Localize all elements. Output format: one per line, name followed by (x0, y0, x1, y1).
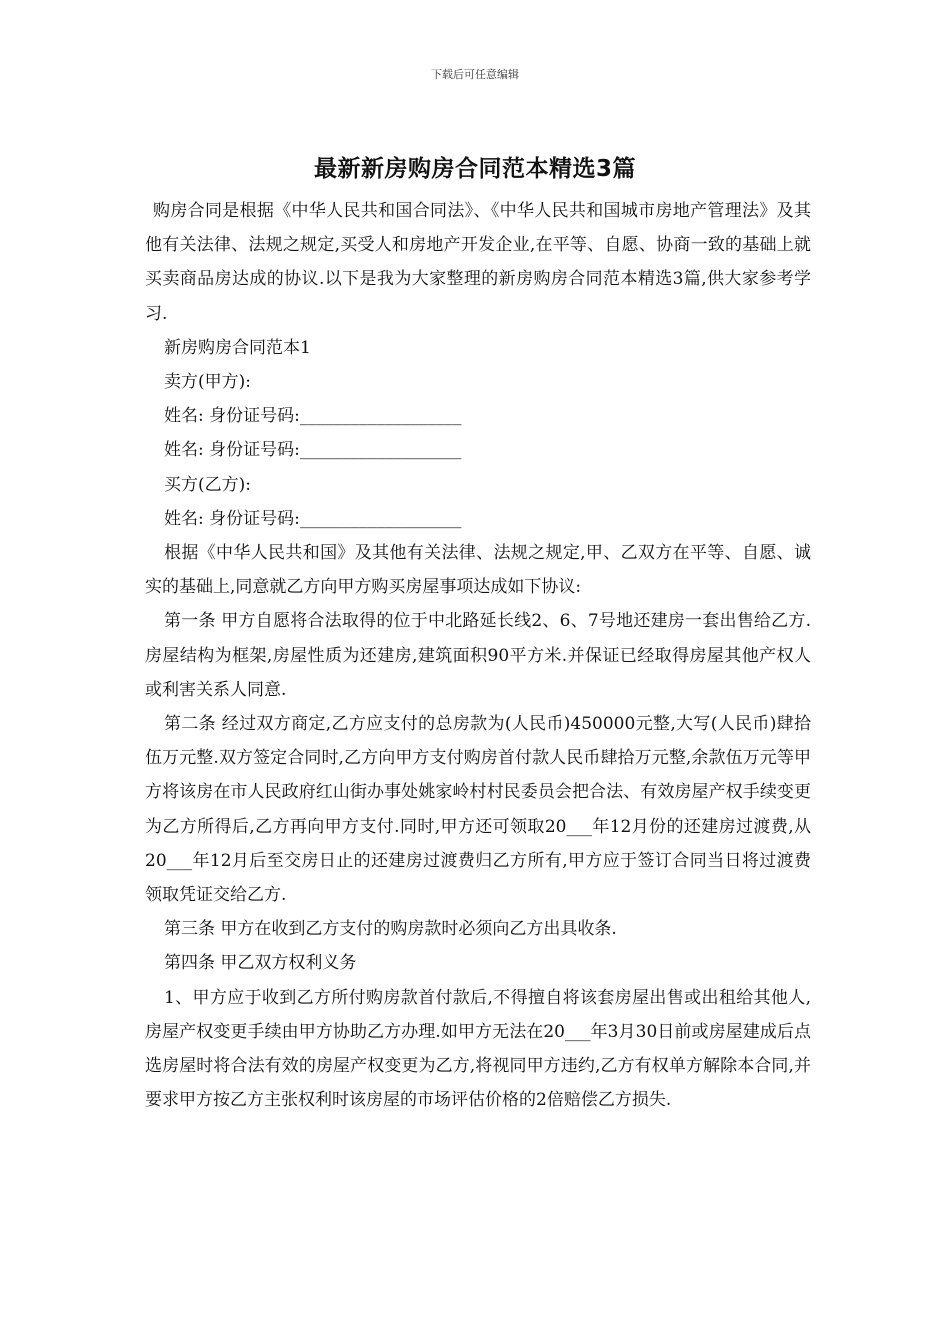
seller-label: 卖方(甲方): (164, 372, 251, 393)
article-2: 第二条 经过双方商定,乙方应支付的总房款为(人民币)450000元整,大写(人民币)肆拾伍万元整.双方签定合同时,乙方向甲方支付购房首付款人民币肆拾万元整,余款伍万元等甲方将该房在市人民政府红山街办事处姚家岭村村民委员会把合法、有效房屋产权手续变更为乙方所得后,乙方再向甲方支付.同时,甲方还可领取20___年12月份的还建房过渡费,从20___年12月后至交房日止的还建房过渡费归乙方所有,甲方应于签订合同当日将过渡费领取凭证交给乙方. (145, 714, 811, 906)
intro-paragraph: 购房合同是根据《中华人民共和国合同法》、《中华人民共和国城市房地产管理法》及其他有关法律、法规之规定,买受人和房地产开发企业,在平等、自愿、协商一致的基础上就买卖商品房达成的协议.以下是我为大家整理的新房购房合同范本精选3篇,供大家参考学习. (145, 201, 811, 324)
article-1: 第一条 甲方自愿将合法取得的位于中北路延长线2、6、7号地还建房一套出售给乙方.房屋结构为框架,房屋性质为还建房,建筑面积90平方米.并保证已经取得房屋其他产权人或利害关系人同意. (145, 611, 811, 700)
buyer-name-line: 姓名: 身份证号码:___________________ (164, 508, 462, 529)
seller-name-line-2: 姓名: 身份证号码:___________________ (164, 440, 462, 461)
article-4-heading: 第四条 甲乙双方权利义务 (164, 953, 357, 974)
section-heading: 新房购房合同范本1 (164, 337, 311, 358)
document-title: 最新新房购房合同范本精选3篇 (313, 156, 636, 182)
buyer-label: 买方(乙方): (164, 474, 251, 495)
seller-name-line-1: 姓名: 身份证号码:___________________ (164, 406, 462, 427)
article-4-clause-1: 1、甲方应于收到乙方所付购房款首付款后,不得擅自将该套房屋出售或出租给其他人,房屋产权变更手续由甲方协助乙方办理.如甲方无法在20___年3月30日前或房屋建成后点选房屋时将合法有效的房屋产权变更为乙方,将视同甲方违约,乙方有权单方解除本合同,并要求甲方按乙方主张权利时该房屋的市场评估价格的2倍赔偿乙方损失. (145, 987, 811, 1111)
preamble-paragraph: 根据《中华人民共和国》及其他有关法律、法规之规定,甲、乙双方在平等、自愿、诚实的基础上,同意就乙方向甲方购买房屋事项达成如下协议: (145, 543, 811, 598)
article-3: 第三条 甲方在收到乙方支付的购房款时必须向乙方出具收条. (164, 919, 617, 940)
page-header: 下载后可任意编辑 (431, 68, 519, 81)
document-body (145, 194, 811, 1117)
